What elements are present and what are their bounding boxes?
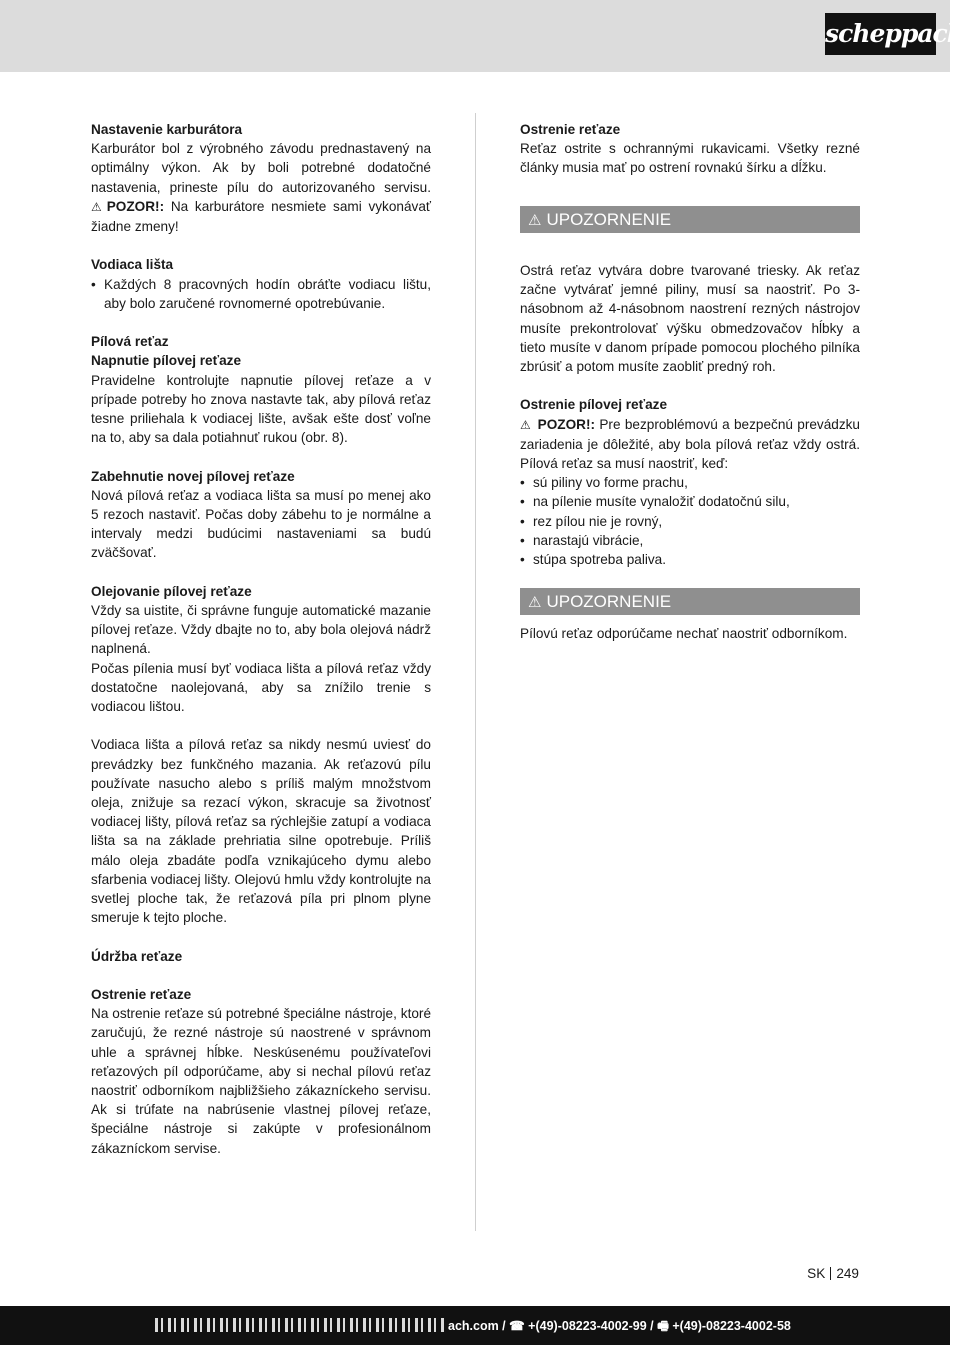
bullet-list — [520, 473, 860, 569]
section-title: Vodiaca lišta — [91, 257, 174, 273]
warning-banner: ⚠ UPOZORNENIE — [520, 206, 860, 233]
warning-triangle-icon: ⚠ — [528, 211, 542, 229]
paragraph: Vodiaca lišta a pílová reťaz sa nikdy nesmú uviesť do prevádzky bez funkčného mazania. Ak reťazovú pílu používate nasucho alebo s príliš malým množstvom oleja, znižuje sa rezací výkon, skracuje sa životnosť vodiacej lišty, pílová reťaz sa rýchlejšie zatupí a vodiaca lišta sa na základe prehriatia silne opotrebuje. Príliš málo oleja zbadáte podľa vznikajúceho dymu alebo sfarbenia vodiacej lišty. Olejovú hmlu vždy kontrolujte na svetlej ploche tak, že reťazová píla pri plnom plyne smeruje k tejto ploche. — [91, 737, 431, 926]
section-title: Údržba reťaze — [91, 948, 183, 964]
paragraph: Vždy sa uistite, či správne funguje automatické mazanie pílovej reťaze. Vždy dbajte no to, aby bola olejová nádrž naplnená. — [91, 603, 431, 657]
header-band — [0, 0, 950, 72]
bullet-list — [91, 275, 431, 313]
paragraph: Reťaz ostrite s ochrannými rukavicami. Všetky rezné články musia mať po ostrení rovnakú šírku a dĺžku. — [520, 141, 860, 176]
subsection-title: Napnutie pílovej reťaze — [91, 353, 242, 369]
list-item: • sú piliny vo forme prachu, — [520, 473, 860, 492]
paragraph: Nová pílová reťaz a vodiaca lišta sa musí po menej ako 5 rezoch nastaviť. Počas doby zábehu to je normálne a intervaly medzi budúcimi nastaveniami sa budú zväčšovať. — [91, 487, 431, 561]
paragraph: Pílovú reťaz odporúčame nechať naostriť odborníkom. — [520, 626, 848, 642]
subsection-title: Ostrenie reťaze — [91, 987, 192, 1003]
left-column — [91, 120, 431, 1158]
paragraph: ⚠ POZOR!: Pre bezproblémovú a bezpečnú prevádzku zariadenia je dôležité, aby bola pílová reťaz vždy ostrá. Pílová reťaz sa musí naostriť, keď: — [520, 416, 860, 471]
section-title: Olejovanie pílovej reťaze — [91, 583, 252, 599]
paragraph: Karburátor bol z výrobného závodu prednastavený na optimálny výkon. Ak by boli potrebné dodatočné nastavenia, prineste pílu do autorizovaného servisu. ⚠ POZOR!: Na karburátore nesmiete sami vykonávať žiadne zmeny! — [91, 141, 431, 235]
brand-logo: scheppach — [825, 13, 936, 55]
list-item: • Každých 8 pracovných hodín obráťte vodiacu lištu, aby bolo zaručené rovnomerné opotrebúvanie. — [91, 275, 431, 313]
warning-banner: ⚠ UPOZORNENIE — [520, 588, 860, 615]
section-title: Zabehnutie novej pílovej reťaze — [91, 468, 295, 484]
list-item: • stúpa spotreba paliva. — [520, 550, 860, 569]
warning-triangle-icon: ⚠ — [520, 417, 532, 432]
section-title: Ostrenie pílovej reťaze — [520, 397, 668, 413]
footer-bar — [0, 1306, 950, 1345]
paragraph: Počas pílenia musí byť vodiaca lišta a pílová reťaz vždy dostatočne naolejovaná, aby sa znížilo trenie s vodiacou lištou. — [91, 660, 431, 715]
section-title: Pílová reťaz — [91, 334, 169, 350]
list-item: • na pílenie musíte vynaložiť dodatočnú silu, — [520, 492, 860, 511]
section-title: Ostrenie reťaze — [520, 122, 621, 137]
footer-obscured-contact — [153, 1314, 448, 1338]
column-divider — [475, 113, 476, 1231]
footer-contact: ach.com / ☎ +(49)-08223-4002-99 / 🖷 +(49)-08223-4002-58 — [448, 1319, 791, 1333]
right-column — [520, 120, 860, 644]
paragraph: Pravidelne kontrolujte napnutie pílovej reťaze a v prípade potreby ho znova nastavte tak, aby pílová reťaz tesne priliehala k vodiacej lište, avšak ešte dosť voľne na to, aby sa dala potiahnuť rukou (obr. 8). — [91, 372, 431, 446]
paragraph: Ostrá reťaz vytvára dobre tvarované triesky. Ak reťaz začne vytvárať jemné piliny, musí sa naostriť. Po 3-násobnom až 4-násobnom naostrení rezných nástrojov musíte prekontrolovať výšku obmedzovačov hĺbky a tieto musíte v danom prípade pomocou plochého pilníka zbrúsiť a potom musíte zaobliť predný roh. — [520, 262, 860, 374]
list-item: • rez pílou nie je rovný, — [520, 512, 860, 531]
section-title: Nastavenie karburátora — [91, 122, 243, 137]
warning-triangle-icon: ⚠ — [91, 199, 105, 214]
paragraph: Na ostrenie reťaze sú potrebné špeciálne nástroje, ktoré zaručujú, že rezné nástroje sú naostrené v správnom uhle a správnej hĺbke. Neskúsenému používateľovi reťazových píl odporúčame, aby si nechal pílovú reťaz naostriť odborníkom najbližšieho zákazníckeho servisu. Ak si trúfate na nabrúsenie vlastnej pílovej reťaze, špeciálne nástroje si zakúpte v profesionálnom zákazníckom servise. — [91, 1006, 431, 1156]
warning-triangle-icon: ⚠ — [528, 594, 542, 612]
page-number: SK 249 — [807, 1266, 859, 1281]
list-item: • narastajú vibrácie, — [520, 531, 860, 550]
